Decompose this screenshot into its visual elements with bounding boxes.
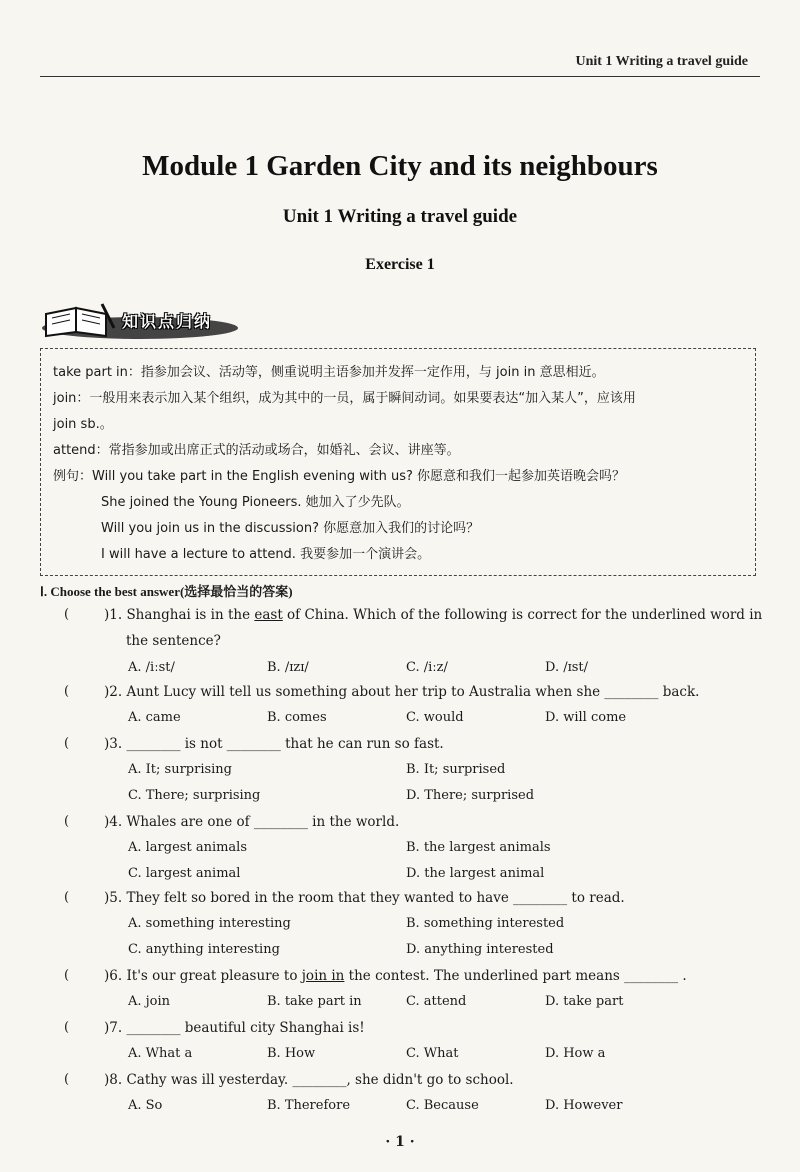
option[interactable]: D. the largest animal	[406, 866, 545, 881]
option[interactable]: C. attend	[406, 994, 467, 1009]
option[interactable]: D. There; surprised	[406, 788, 535, 803]
stem-part: )1. Shanghai is in the	[104, 607, 255, 623]
page-number: · 1 ·	[385, 1134, 415, 1150]
option[interactable]: C. would	[406, 710, 464, 725]
option[interactable]: B. something interested	[406, 916, 565, 931]
option[interactable]: B. /ɪzɪ/	[267, 660, 309, 675]
unit-title: Unit 1 Writing a travel guide	[282, 206, 518, 227]
question-stem	[104, 607, 762, 623]
option[interactable]: C. There; surprising	[128, 788, 261, 803]
answer-paren[interactable]: (	[64, 736, 70, 751]
option[interactable]: C. What	[406, 1046, 459, 1061]
option[interactable]: B. comes	[267, 710, 327, 725]
option[interactable]: A. It; surprising	[128, 762, 232, 777]
underlined-word: east	[254, 607, 283, 623]
option[interactable]: B. take part in	[267, 994, 362, 1009]
question-stem-cont: the sentence?	[126, 633, 221, 649]
knowledge-line: attend：常指参加或出席正式的活动或场合，如婚礼、会议、讲座等。	[53, 443, 460, 458]
option[interactable]: B. How	[267, 1046, 316, 1061]
answer-paren[interactable]: (	[64, 1020, 70, 1035]
answer-paren[interactable]: (	[64, 684, 70, 699]
question-stem	[104, 968, 687, 984]
module-title: Module 1 Garden City and its neighbours	[142, 150, 658, 182]
question-stem: )2. Aunt Lucy will tell us something about her trip to Australia when she ________ back.	[104, 684, 700, 700]
knowledge-line: join sb.。	[53, 417, 113, 432]
option[interactable]: C. /iːz/	[406, 660, 448, 675]
knowledge-line: Will you join us in the discussion? 你愿意加入我们的讨论吗？	[101, 521, 480, 536]
option[interactable]: C. largest animal	[128, 866, 241, 881]
answer-paren[interactable]: (	[64, 1072, 70, 1087]
question-stem: )8. Cathy was ill yesterday. ________, she didn't go to school.	[104, 1072, 514, 1088]
exercise-title: Exercise 1	[365, 256, 435, 273]
question-stem: )7. ________ beautiful city Shanghai is!	[104, 1020, 365, 1036]
knowledge-badge-label: 知识点归纳	[122, 312, 213, 331]
option[interactable]: A. What a	[128, 1046, 193, 1061]
option[interactable]: C. Because	[406, 1098, 479, 1113]
question-stem: )3. ________ is not ________ that he can run so fast.	[104, 736, 444, 752]
running-head: Unit 1 Writing a travel guide	[575, 54, 748, 69]
stem-part: the contest. The underlined part means ________ .	[344, 968, 687, 984]
option[interactable]: A. something interesting	[128, 916, 291, 931]
knowledge-badge	[40, 300, 240, 340]
knowledge-line: 例句：Will you take part in the English evening with us? 你愿意和我们一起参加英语晚会吗？	[53, 469, 626, 484]
answer-paren[interactable]: (	[64, 607, 70, 622]
knowledge-line: join：一般用来表示加入某个组织，成为其中的一员，属于瞬间动词。如果要表达“加入某人”，应该用	[53, 391, 636, 406]
header-rule	[40, 76, 760, 77]
option[interactable]: B. It; surprised	[406, 762, 506, 777]
option[interactable]: D. take part	[545, 994, 624, 1009]
question-stem: )4. Whales are one of ________ in the world.	[104, 814, 400, 830]
stem-part: of China. Which of the following is correct for the underlined word in	[282, 607, 763, 623]
option[interactable]: D. How a	[545, 1046, 606, 1061]
option[interactable]: D. However	[545, 1098, 623, 1113]
section-heading: Ⅰ. Choose the best answer(选择最恰当的答案)	[40, 584, 293, 599]
option[interactable]: D. /ɪst/	[545, 660, 589, 675]
option[interactable]: B. the largest animals	[406, 840, 551, 855]
knowledge-line: I will have a lecture to attend. 我要参加一个演讲会。	[101, 547, 431, 562]
option[interactable]: D. anything interested	[406, 942, 554, 957]
option[interactable]: D. will come	[545, 710, 627, 725]
answer-paren[interactable]: (	[64, 968, 70, 983]
knowledge-line: take part in：指参加会议、活动等，侧重说明主语参加并发挥一定作用，与 join in 意思相近。	[53, 365, 605, 380]
option[interactable]: A. join	[128, 994, 171, 1009]
underlined-word: join in	[301, 968, 345, 984]
answer-paren[interactable]: (	[64, 890, 70, 905]
question-stem: )5. They felt so bored in the room that they wanted to have ________ to read.	[104, 890, 625, 906]
knowledge-box	[40, 348, 756, 576]
knowledge-line: She joined the Young Pioneers. 她加入了少先队。	[101, 495, 410, 510]
option[interactable]: A. came	[128, 710, 181, 725]
option[interactable]: A. largest animals	[128, 840, 248, 855]
option[interactable]: B. Therefore	[267, 1098, 351, 1113]
option[interactable]: A. So	[128, 1098, 163, 1113]
option[interactable]: A. /iːst/	[128, 660, 175, 675]
answer-paren[interactable]: (	[64, 814, 70, 829]
option[interactable]: C. anything interesting	[128, 942, 280, 957]
stem-part: )6. It's our great pleasure to	[104, 968, 302, 984]
